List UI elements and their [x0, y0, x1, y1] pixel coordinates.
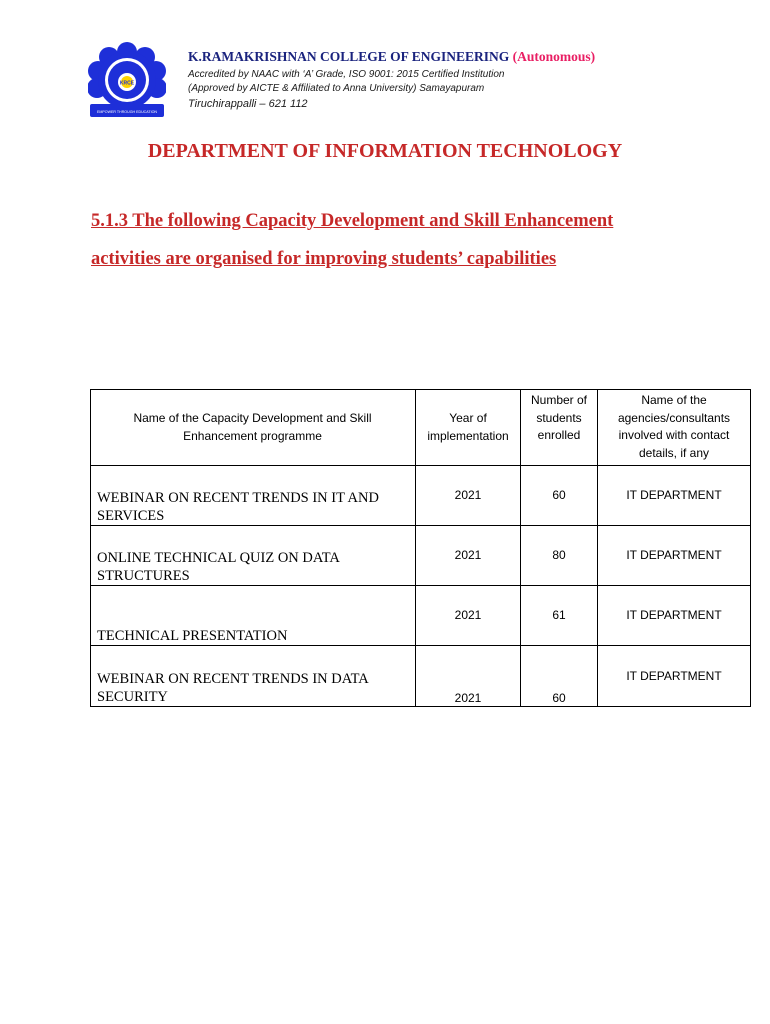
section-heading-line2: activities are organised for improving students’ capabilities: [91, 249, 557, 269]
col-header-agencies: Name of the agencies/consultants involved with contact details, if any: [617, 393, 731, 460]
table-row-agency: IT DEPARTMENT: [626, 548, 722, 562]
table-row-agency: IT DEPARTMENT: [626, 669, 722, 683]
svg-text:KRCE: KRCE: [119, 80, 135, 87]
department-title: DEPARTMENT OF INFORMATION TECHNOLOGY: [147, 140, 623, 162]
college-logo: [88, 40, 166, 122]
approval-line: (Approved by AICTE & Affiliated to Anna University) Samayapuram: [188, 83, 485, 94]
table-row-students: 60: [552, 691, 566, 705]
svg-text:EMPOWER THROUGH EDUCATION: EMPOWER THROUGH EDUCATION: [97, 110, 157, 114]
table-row-students: 80: [552, 548, 566, 562]
college-name: K.RAMAKRISHNAN COLLEGE OF ENGINEERING (Autonomous): [188, 49, 596, 64]
table-row-agency: IT DEPARTMENT: [626, 488, 722, 502]
table-row-year: 2021: [454, 488, 482, 502]
col-header-programme: Name of the Capacity Development and Skill Enhancement programme: [133, 411, 372, 443]
table-row-programme: TECHNICAL PRESENTATION: [97, 628, 288, 644]
table-row-year: 2021: [454, 691, 482, 705]
table-row-year: 2021: [454, 548, 482, 562]
table-row-programme: WEBINAR ON RECENT TRENDS IN IT AND SERVICES: [97, 490, 379, 524]
table-row-agency: IT DEPARTMENT: [626, 608, 722, 622]
table-row-students: 60: [552, 488, 566, 502]
table-row-programme: ONLINE TECHNICAL QUIZ ON DATA STRUCTURES: [97, 550, 340, 584]
col-header-year: Year of implementation: [427, 411, 509, 443]
table-row-students: 61: [552, 608, 566, 622]
table-row-programme: WEBINAR ON RECENT TRENDS IN DATA SECURITY: [97, 671, 368, 705]
autonomous-label: (Autonomous): [512, 49, 596, 64]
accreditation-line: Accredited by NAAC with ‘A’ Grade, ISO 9001: 2015 Certified Institution: [188, 69, 505, 80]
col-header-students: Number of students enrolled: [530, 393, 588, 442]
section-heading-line1: 5.1.3 The following Capacity Development and Skill Enhancement: [91, 211, 614, 231]
table-row-year: 2021: [454, 608, 482, 622]
location-line: Tiruchirappalli – 621 112: [188, 98, 308, 110]
